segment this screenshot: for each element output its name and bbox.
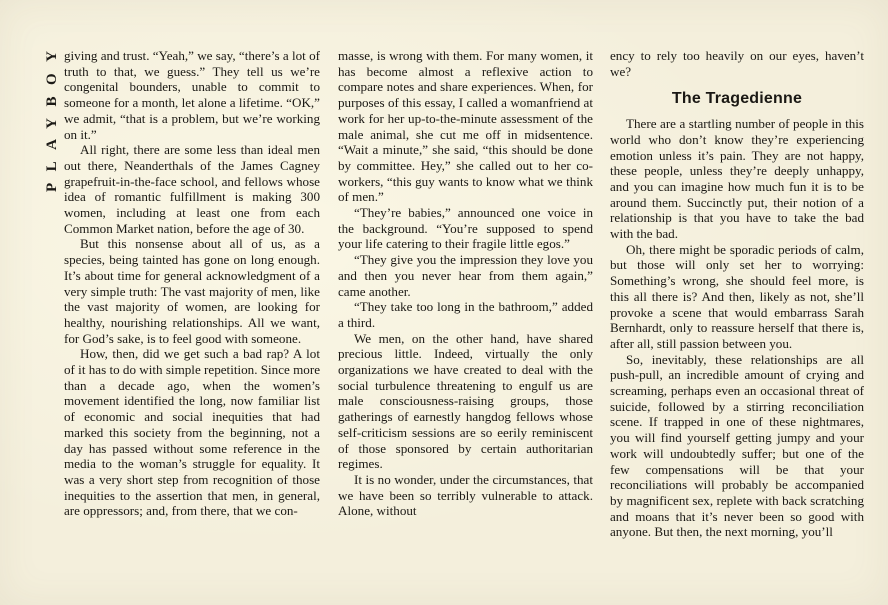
- paragraph: So, inevitably, these relationships are all push-pull, an incredible amount of crying and screaming, perhaps even an occasional threat of suicide, followed by a stirring reconciliation scene. If trapped in one of these nightmares, you will find yourself getting jumpy and your work will undoubtedly suffer; but one of the few compensations will be that your reconciliations will probably be accompanied by magnificent sex, replete with back scratching and moans that it’s never been so good with anyone. But then, the next morning, you’ll: [610, 351, 864, 540]
- paragraph: All right, there are some less than ideal men out there, Neanderthals of the James Cagney grapefruit-in-the-face school, and fellows whose idea of romantic fulfillment is making 300 women, including at least one from each Common Market nation, before the age of 30.: [64, 142, 320, 236]
- text-column-3: [610, 48, 864, 540]
- masthead-text: PLAYBOY: [44, 39, 60, 192]
- paragraph: ency to rely too heavily on our eyes, haven’t we?: [610, 48, 864, 79]
- text-column-1: [64, 48, 320, 519]
- paragraph: There are a startling number of people in this world who don’t know they’re experiencing emotion unless it’s pain. They are not happy, these people, unless they’re deeply unhappy, and you can imagine how much fun it is to be around them. Succinctly put, their notion of a relationship is that you have to take the bad with the bad.: [610, 116, 864, 242]
- section-heading: The Tragedienne: [671, 90, 803, 108]
- paragraph: Oh, there might be sporadic periods of calm, but those will only set her to worrying: Something’s wrong, she should feel more, is this all there is? And then, likely as not, she’ll provoke a scene that would embarrass Sarah Bernhardt, only to reassure herself that there is, after all, still passion between you.: [610, 241, 864, 351]
- paragraph: We men, on the other hand, have shared precious little. Indeed, virtually the only organizations we have created to deal with the social turbulence threatening to engulf us are male consciousness-raising groups, those gatherings of earnestly hangdog fellows whose self-criticism sessions are so eerily reminiscent of those sponsored by certain authoritarian regimes.: [338, 330, 593, 472]
- paragraph: How, then, did we get such a bad rap? A lot of it has to do with simple repetition. Since more than a decade ago, when the women’s movement identified the long, now familiar list of economic and social inequities that had marked this society from the beginning, not a day has passed without some reference in the media to the woman’s struggle for equality. It was a very short step from recognition of those inequities to the assertion that men, in general, are oppressors; and, from there, that we con-: [64, 346, 321, 519]
- paragraph: “They’re babies,” announced one voice in the background. “You’re supposed to spend your life catering to their fragile little egos.”: [338, 205, 593, 252]
- paragraph: masse, is wrong with them. For many women, it has become almost a reflexive action to compare notes and share experiences. When, for purposes of this essay, I called a womanfriend at work for her up-to-the-minute assessment of the male animal, she cut me off in midsentence. “Wait a minute,” she said, “this should be done by committee. Hey,” she called out to her co-workers, “this guy wants to know what we think of men.”: [338, 48, 593, 205]
- paragraph: “They take too long in the bathroom,” added a third.: [338, 299, 593, 330]
- paragraph: “They give you the impression they love you and then you never hear from them again,” came another.: [338, 252, 593, 299]
- paragraph: It is no wonder, under the circumstances, that we have been so terribly vulnerable to attack. Alone, without: [338, 471, 593, 519]
- masthead: [30, 39, 60, 192]
- paragraph: But this nonsense about all of us, as a species, being tainted has gone on long enough. It’s about time for general acknowledgment of a very simple truth: The vast majority of men, like the vast majority of women, are looking for healthy, nourishing relationships. All we want, for God’s sake, is to feel good with someone.: [64, 236, 320, 346]
- paragraph: giving and trust. “Yeah,” we say, “there’s a lot of truth to that, we guess.” They tell us we’re congenital bounders, unable to commit to someone for a month, let alone a lifetime. “OK,” we admit, “that is a problem, but we’re working on it.”: [64, 48, 320, 142]
- text-column-2: [338, 48, 593, 519]
